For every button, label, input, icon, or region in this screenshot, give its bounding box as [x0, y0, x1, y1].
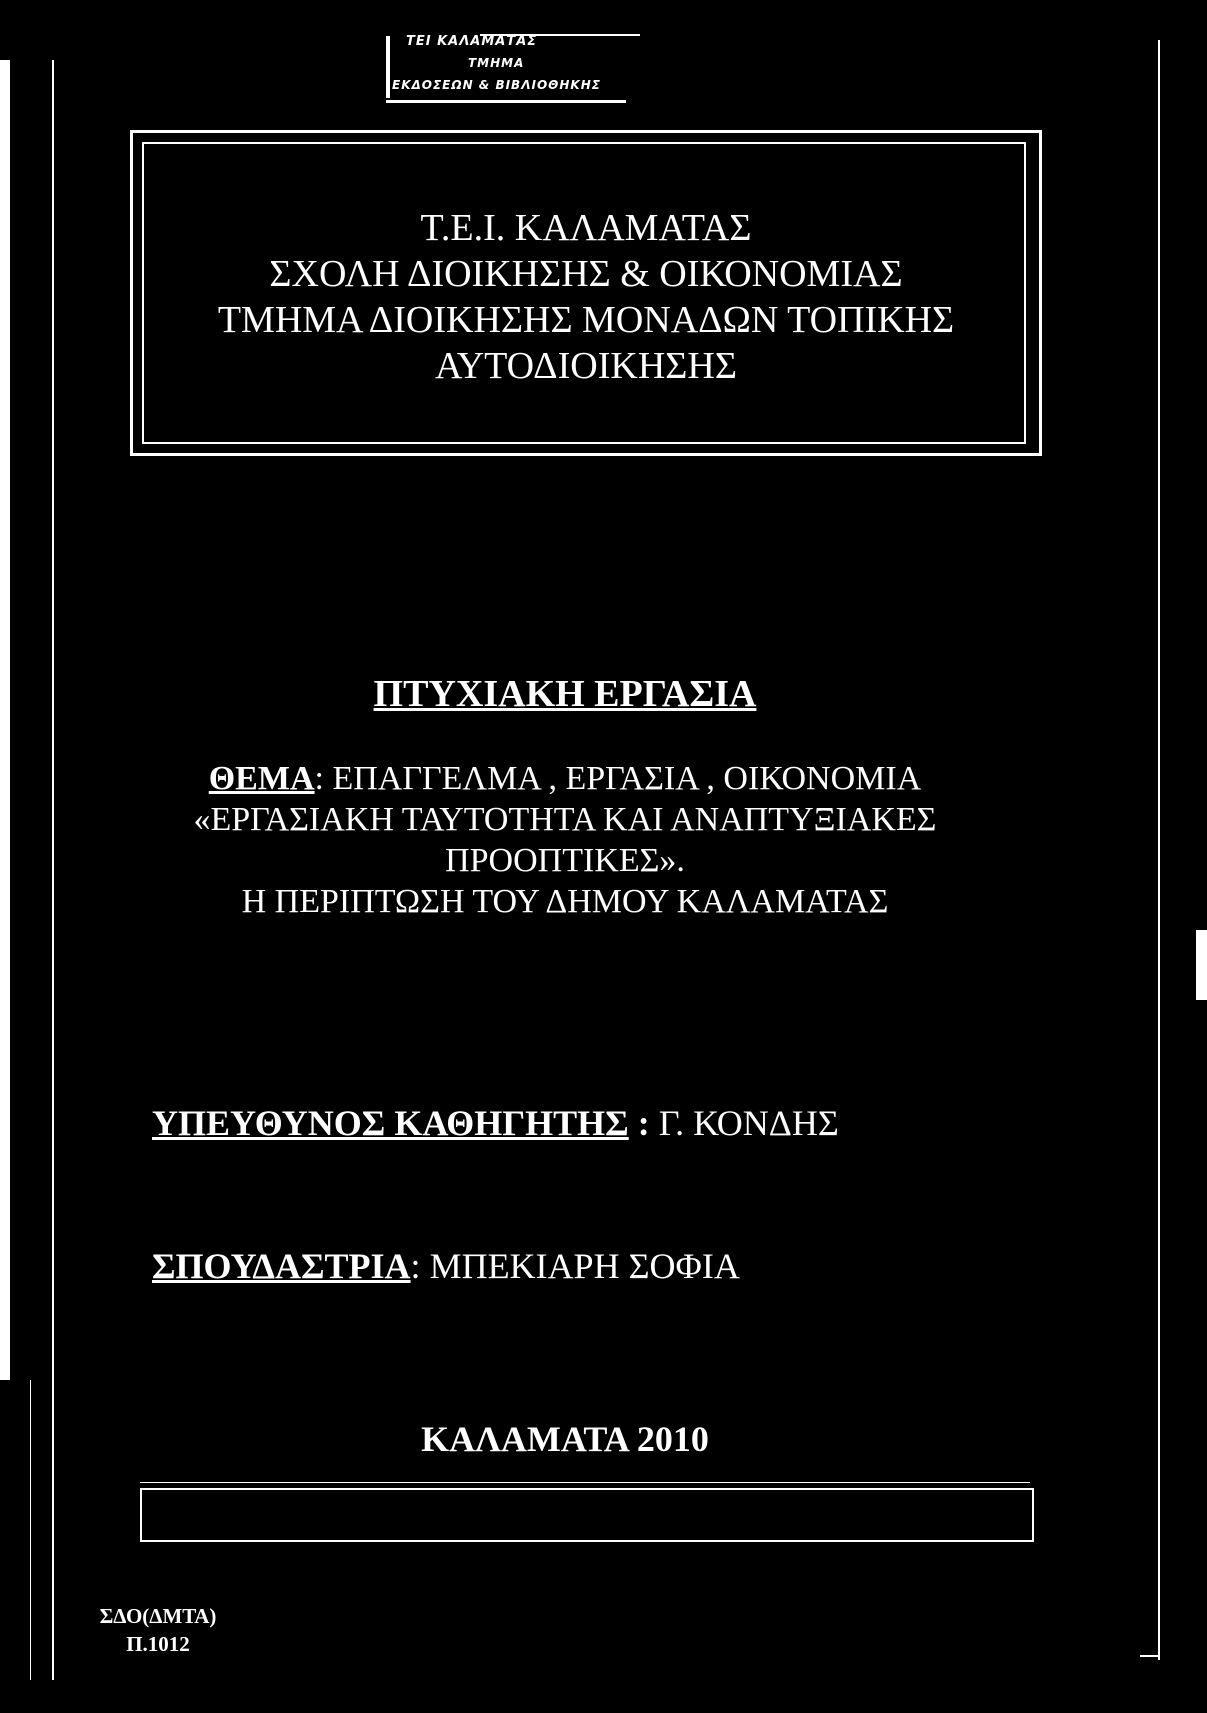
scan-edge-left: [0, 60, 10, 1380]
scan-line-right: [1158, 40, 1160, 1660]
topic-line-1: [0, 758, 1130, 799]
stamp-line-3: ΕΚΔΟΣΕΩΝ & ΒΙΒΛΙΟΘΗΚΗΣ: [392, 78, 601, 92]
scan-mark-bottom: [1140, 1655, 1160, 1657]
thesis-title: ΠΤΥΧΙΑΚΗ ΕΡΓΑΣΙΑ: [373, 673, 757, 715]
header-line-school: ΣΧΟΛΗ ΔΙΟΙΚΗΣΗΣ & ΟΙΚΟΝΟΜΙΑΣ: [269, 253, 903, 295]
institution-header: [130, 205, 1042, 389]
topic-line-3: ΠΡΟΟΠΤΙΚΕΣ».: [445, 842, 685, 879]
topic-label: ΘΕΜΑ: [208, 760, 315, 797]
call-number-line-2: Π.1012: [126, 1632, 190, 1656]
supervisor-line: [152, 1102, 839, 1144]
place-year: ΚΑΛΑΜΑΤΑ 2010: [421, 1419, 709, 1459]
call-number-line-1: ΣΔΟ(ΔΜΤΑ): [99, 1604, 217, 1628]
student-separator: :: [410, 1246, 430, 1286]
student-line: [152, 1245, 740, 1287]
topic-line-1-text: ΕΠΑΓΓΕΛΜΑ , ΕΡΓΑΣΙΑ , ΟΙΚΟΝΟΜΙΑ: [332, 760, 922, 797]
bottom-frame: [140, 1488, 1034, 1542]
stamp-line-2: ΤΜΗΜΑ: [468, 56, 525, 70]
header-line-department-cont: ΑΥΤΟΔΙΟΙΚΗΣΗΣ: [435, 345, 737, 387]
supervisor-name: Γ. ΚΟΝΔΗΣ: [658, 1103, 839, 1143]
scan-edge-right: [1196, 930, 1207, 1000]
bottom-frame-rule: [140, 1482, 1030, 1483]
header-line-institution: Τ.Ε.Ι. ΚΑΛΑΜΑΤΑΣ: [420, 207, 752, 249]
thesis-topic: [0, 758, 1130, 922]
stamp-bottom-rule: [386, 100, 626, 103]
stamp-line-1: ΤΕΙ ΚΑΛΑΜΑΤΑΣ: [406, 34, 538, 49]
student-name: ΜΠΕΚΙΑΡΗ ΣΟΦΙΑ: [429, 1246, 740, 1286]
call-number: [78, 1602, 238, 1658]
topic-line-4: Η ΠΕΡΙΠΤΩΣΗ ΤΟΥ ΔΗΜΟΥ ΚΑΛΑΜΑΤΑΣ: [241, 883, 889, 920]
supervisor-separator: :: [628, 1103, 659, 1143]
student-label: ΣΠΟΥΔΑΣΤΡΙΑ: [152, 1246, 411, 1286]
topic-line-2: «ΕΡΓΑΣΙΑΚΗ ΤΑΥΤΟΤΗΤΑ ΚΑΙ ΑΝΑΠΤΥΞΙΑΚΕΣ: [193, 801, 937, 838]
supervisor-label: ΥΠΕΥΘΥΝΟΣ ΚΑΘΗΓΗΤΗΣ: [152, 1103, 629, 1143]
library-stamp: [386, 30, 611, 102]
topic-colon: :: [314, 760, 324, 797]
header-line-department: ΤΜΗΜΑ ΔΙΟΙΚΗΣΗΣ ΜΟΝΑΔΩΝ ΤΟΠΙΚΗΣ: [217, 299, 955, 341]
